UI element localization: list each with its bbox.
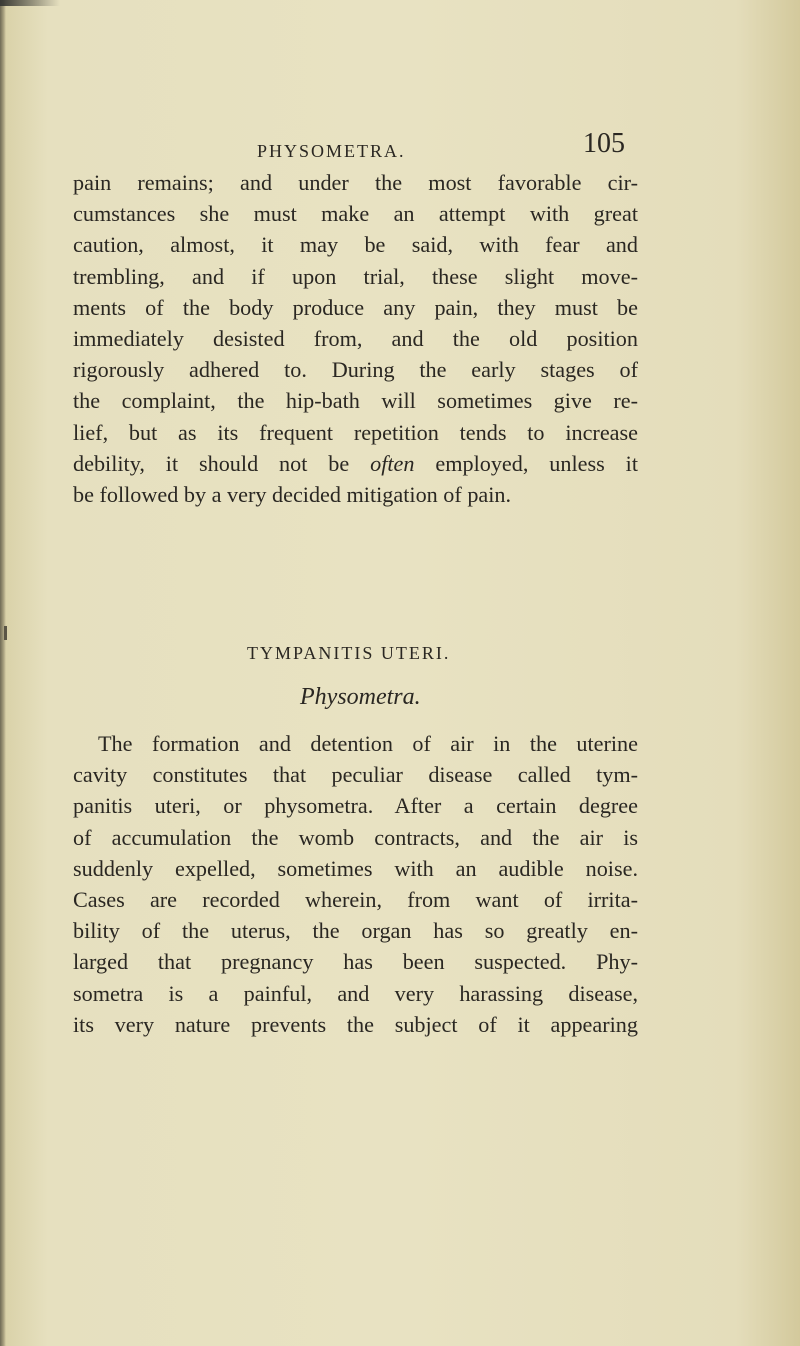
text-line: be followed by a very decided mitigation of pain. — [73, 482, 512, 508]
text-line: bility of the uterus, the organ has so greatly en- — [73, 918, 638, 944]
text-line: pain remains; and under the most favorable cir- — [73, 170, 638, 195]
paragraph-1 — [73, 167, 638, 510]
emphasized-word: often — [370, 450, 415, 476]
text-line — [73, 448, 638, 479]
text-line: Cases are recorded wherein, from want of irrita- — [73, 887, 638, 913]
section-subtitle: Physometra. — [300, 684, 421, 710]
text-line: rigorously adhered to. During the early stages of — [73, 357, 638, 383]
page-number: 105 — [583, 128, 625, 159]
text-line: cumstances she must make an attempt with great — [73, 201, 638, 227]
text-line: trembling, and if upon trial, these slight move- — [73, 263, 638, 289]
page-edge-shadow — [0, 0, 6, 1346]
page-corner-mark — [0, 0, 60, 6]
text-line: The formation and detention of air in the uterine — [98, 731, 638, 756]
text-line: its very nature prevents the subject of it appearing — [73, 1011, 638, 1037]
text-line: cavity constitutes that peculiar disease called tym- — [73, 762, 638, 788]
running-head: PHYSOMETRA. — [257, 141, 406, 161]
text-fragment: employed, unless it — [414, 450, 638, 476]
paragraph-2 — [73, 728, 638, 1040]
text-line: immediately desisted from, and the old position — [73, 326, 638, 352]
text-line: of accumulation the womb contracts, and the air is — [73, 824, 638, 850]
text-line: lief, but as its frequent repetition tends to increase — [73, 419, 638, 445]
text-line: panitis uteri, or physometra. After a certain degree — [73, 793, 638, 819]
margin-mark — [4, 626, 7, 640]
text-line: sometra is a painful, and very harassing disease, — [73, 980, 638, 1006]
section-heading: TYMPANITIS UTERI. — [247, 643, 451, 663]
text-line: ments of the body produce any pain, they must be — [73, 294, 638, 320]
text-line: suddenly expelled, sometimes with an audible noise. — [73, 855, 638, 881]
text-fragment: debility, it should not be — [73, 450, 371, 476]
text-line: the complaint, the hip-bath will sometimes give re- — [73, 388, 638, 414]
text-line: larged that pregnancy has been suspected. Phy- — [73, 949, 638, 975]
text-line: caution, almost, it may be said, with fear and — [73, 232, 638, 258]
